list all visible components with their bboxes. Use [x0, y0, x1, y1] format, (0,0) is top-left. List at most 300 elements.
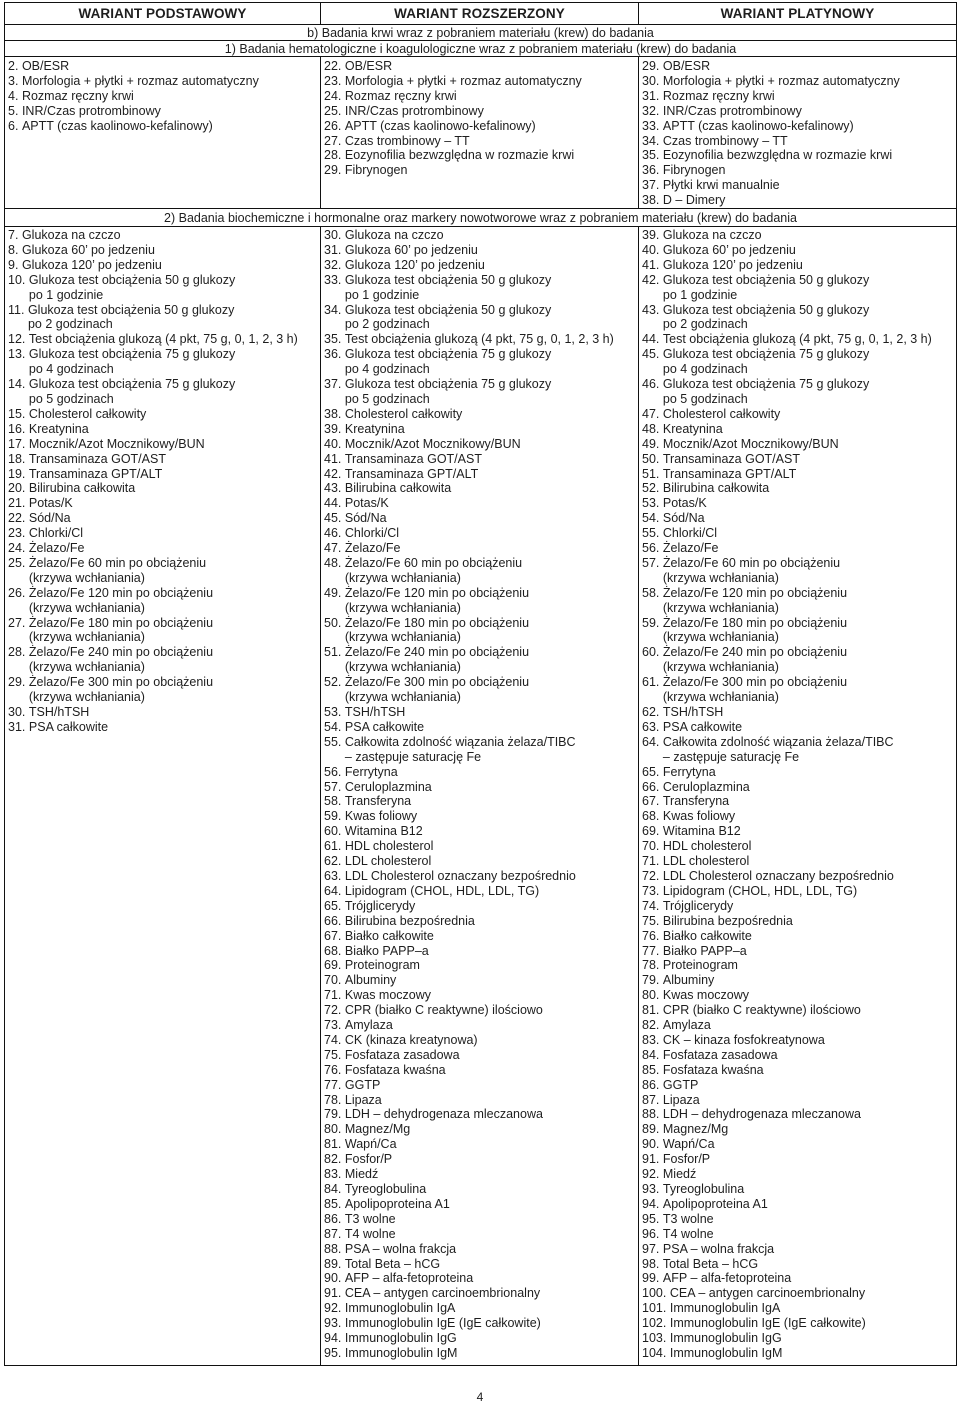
item-text-line: Immunoglobulin IgG	[344, 1331, 457, 1346]
item-number: 66.	[324, 913, 342, 928]
item-number: 35.	[642, 148, 660, 163]
item-text-line: TSH/hTSH	[28, 705, 90, 719]
item-text-line: TSH/hTSH	[344, 705, 406, 719]
item-text-line: Albuminy	[344, 973, 397, 988]
item-text-line: Rozmaz ręczny krwi	[21, 88, 134, 103]
item-text-line: (krzywa wchłaniania)	[28, 600, 145, 615]
list-item	[8, 645, 320, 675]
item-text	[663, 675, 847, 705]
item-number: 45.	[642, 347, 660, 362]
item-text	[670, 1316, 866, 1331]
item-text	[345, 228, 444, 243]
item-number: 81.	[642, 1003, 660, 1018]
list-item	[8, 74, 320, 89]
item-text-line: Immunoglobulin IgG	[669, 1331, 782, 1346]
list-item	[642, 1137, 956, 1152]
item-text-line: PSA – wolna frakcja	[662, 1241, 775, 1256]
item-text-line: Białko PAPP–a	[344, 943, 429, 958]
item-text-line: T3 wolne	[662, 1211, 714, 1226]
item-text-line: Transferyna	[662, 794, 730, 809]
list-item	[324, 1003, 638, 1018]
item-text	[663, 511, 705, 526]
item-text	[345, 705, 405, 720]
item-text-line: Całkowita zdolność wiązania żelaza/TIBC	[344, 734, 576, 749]
item-text-line: Glukoza test obciążenia 75 g glukozy	[662, 377, 870, 392]
item-text	[663, 347, 869, 377]
item-number: 72.	[642, 868, 660, 883]
item-text	[345, 914, 475, 929]
section1-heading: 1) Badania hematologiczne i koagulologiczne wraz z pobraniem materiału (krew) do badania	[5, 41, 956, 57]
list-item	[642, 958, 956, 973]
item-number: 54.	[642, 511, 660, 526]
item-text	[663, 839, 751, 854]
list-item	[642, 1078, 956, 1093]
item-number: 62.	[324, 854, 342, 869]
item-number: 90.	[642, 1137, 660, 1152]
item-number: 29.	[8, 675, 26, 690]
list-item	[324, 1137, 638, 1152]
list-item	[324, 496, 638, 511]
section1-row	[5, 57, 956, 209]
list-item	[642, 735, 956, 765]
item-text-line: Cholesterol całkowity	[28, 406, 147, 421]
item-text-line: HDL cholesterol	[662, 839, 752, 854]
header-wariant-podstawowy: WARIANT PODSTAWOWY	[5, 3, 321, 24]
list-item	[324, 89, 638, 104]
item-text-line: – zastępuje saturację Fe	[662, 749, 800, 764]
item-text-line: OB/ESR	[344, 59, 393, 73]
item-number: 59.	[324, 809, 342, 824]
list-item	[642, 973, 956, 988]
list-item	[324, 899, 638, 914]
item-text-line: Bilirubina bezpośrednia	[344, 913, 475, 928]
item-number: 36.	[642, 163, 660, 178]
item-text-line: Glukoza test obciążenia 50 g glukozy	[28, 272, 236, 287]
item-number: 87.	[324, 1226, 342, 1241]
item-number: 71.	[324, 988, 342, 1003]
list-item	[642, 541, 956, 556]
list-item	[324, 467, 638, 482]
blood-tests-heading: b) Badania krwi wraz z pobraniem materiału (krew) do badania	[5, 25, 956, 41]
list-item	[324, 645, 638, 675]
item-text-line: Apolipoproteina A1	[662, 1196, 768, 1211]
item-number: 40.	[324, 436, 342, 451]
item-number: 94.	[642, 1196, 660, 1211]
list-item	[642, 1018, 956, 1033]
item-number: 3.	[8, 73, 19, 88]
item-text-line: APTT (czas kaolinowo-kefalinowy)	[344, 118, 536, 133]
item-text-line: LDL Cholesterol oznaczany bezpośrednio	[344, 868, 576, 883]
list-item	[324, 1182, 638, 1197]
item-text-line: Fibrynogen	[662, 163, 726, 178]
item-text-line: Immunoglobulin IgA	[669, 1301, 781, 1316]
item-number: 42.	[642, 272, 660, 287]
item-text	[345, 59, 392, 74]
list-item	[324, 541, 638, 556]
item-number: 14.	[8, 377, 26, 392]
item-text-line: Magnez/Mg	[662, 1122, 729, 1137]
item-text-line: Test obciążenia glukozą (4 pkt, 75 g, 0, 1, 2, 3 h)	[662, 332, 932, 347]
item-text-line: Żelazo/Fe 120 min po obciążeniu	[344, 585, 530, 600]
item-text	[663, 586, 847, 616]
item-number: 96.	[642, 1226, 660, 1241]
item-text-line: po 1 godzinie	[662, 287, 738, 302]
list-item	[642, 1033, 956, 1048]
item-text-line: Immunoglobulin IgM	[344, 1345, 458, 1360]
item-text	[663, 765, 716, 780]
item-text	[663, 1212, 714, 1227]
item-text-line: – zastępuje saturację Fe	[344, 749, 482, 764]
item-number: 52.	[324, 675, 342, 690]
item-text	[345, 884, 539, 899]
item-number: 33.	[642, 118, 660, 133]
item-text-line: Glukoza na czczo	[662, 228, 762, 242]
item-text-line: (krzywa wchłaniania)	[344, 630, 461, 645]
list-item	[642, 1167, 956, 1182]
item-text-line: po 4 godzinach	[662, 362, 748, 377]
item-number: 65.	[642, 764, 660, 779]
item-number: 56.	[642, 541, 660, 556]
item-number: 63.	[324, 868, 342, 883]
item-number: 76.	[324, 1062, 342, 1077]
item-text	[345, 645, 529, 675]
list-item	[642, 1107, 956, 1122]
item-number: 7.	[8, 228, 19, 242]
item-number: 95.	[324, 1345, 342, 1360]
list-item	[642, 377, 956, 407]
item-text	[345, 452, 482, 467]
item-text	[22, 104, 161, 119]
item-number: 93.	[324, 1316, 342, 1331]
item-text-line: Czas trombinowy – TT	[344, 133, 470, 148]
list-item	[642, 1271, 956, 1286]
item-text	[345, 243, 478, 258]
item-number: 55.	[324, 734, 342, 749]
item-text	[345, 1197, 450, 1212]
list-item	[642, 178, 956, 193]
item-number: 32.	[324, 257, 342, 272]
item-text-line: Lipaza	[662, 1092, 700, 1107]
item-text-line: Glukoza na czczo	[344, 228, 444, 242]
item-number: 46.	[324, 526, 342, 541]
item-text	[663, 1093, 700, 1108]
item-text-line: Magnez/Mg	[344, 1122, 411, 1137]
item-text	[663, 735, 894, 765]
item-text	[345, 1048, 460, 1063]
item-text-line: Glukoza test obciążenia 50 g glukozy	[344, 272, 552, 287]
item-text-line: Żelazo/Fe 240 min po obciążeniu	[28, 645, 214, 660]
item-text-line: LDH – dehydrogenaza mleczanowa	[662, 1107, 861, 1122]
item-text	[345, 303, 551, 333]
item-text	[663, 481, 769, 496]
list-item	[324, 1197, 638, 1212]
item-text	[345, 958, 420, 973]
item-text	[663, 526, 717, 541]
list-item	[642, 616, 956, 646]
item-text-line: Trójglicerydy	[344, 898, 416, 913]
list-item	[642, 884, 956, 899]
list-item	[324, 347, 638, 377]
section1-rozszerzony-list	[321, 57, 639, 208]
item-number: 53.	[324, 705, 342, 719]
list-item	[324, 273, 638, 303]
item-text-line: Transaminaza GPT/ALT	[28, 466, 163, 481]
item-text	[663, 1003, 861, 1018]
item-number: 2.	[8, 59, 19, 73]
item-number: 38.	[324, 406, 342, 421]
item-text-line: Immunoglobulin IgA	[344, 1301, 456, 1316]
item-text-line: Ceruloplazmina	[662, 779, 750, 794]
item-number: 59.	[642, 615, 660, 630]
item-text	[663, 616, 847, 646]
list-item	[642, 228, 956, 243]
item-text	[29, 511, 71, 526]
item-text	[345, 809, 417, 824]
item-text	[345, 899, 415, 914]
item-text	[663, 452, 800, 467]
item-number: 90.	[324, 1271, 342, 1286]
section1-podstawowy-list	[5, 57, 321, 208]
item-text	[663, 134, 788, 149]
item-text	[29, 452, 166, 467]
item-text	[663, 929, 752, 944]
list-item	[324, 1107, 638, 1122]
item-text	[29, 586, 213, 616]
list-item	[642, 929, 956, 944]
item-number: 64.	[324, 883, 342, 898]
item-text-line: Transaminaza GOT/AST	[344, 451, 482, 466]
list-item	[642, 1093, 956, 1108]
list-item	[324, 511, 638, 526]
item-text-line: Wapń/Ca	[662, 1137, 715, 1152]
item-text-line: Chlorki/Cl	[28, 526, 84, 541]
item-number: 24.	[8, 541, 26, 556]
list-item	[642, 914, 956, 929]
list-item	[324, 1227, 638, 1242]
item-text	[29, 705, 89, 720]
section1-platynowy-list	[639, 57, 956, 208]
list-item	[642, 1048, 956, 1063]
item-number: 28.	[324, 148, 342, 163]
item-text	[663, 1048, 778, 1063]
item-number: 44.	[642, 332, 660, 347]
item-number: 93.	[642, 1182, 660, 1196]
item-number: 34.	[324, 302, 342, 317]
item-number: 91.	[642, 1152, 660, 1167]
item-number: 43.	[324, 481, 342, 496]
item-text	[345, 1122, 410, 1137]
item-number: 92.	[642, 1167, 660, 1182]
item-number: 49.	[324, 585, 342, 600]
item-text	[29, 407, 146, 422]
item-text	[345, 1212, 396, 1227]
item-number: 39.	[642, 228, 660, 242]
variants-table	[4, 2, 957, 1366]
item-number: 30.	[642, 73, 660, 88]
item-text	[345, 481, 451, 496]
list-item	[8, 556, 320, 586]
item-number: 32.	[642, 103, 660, 118]
list-item	[8, 119, 320, 134]
item-number: 75.	[324, 1047, 342, 1062]
item-number: 31.	[642, 88, 660, 103]
item-number: 39.	[324, 421, 342, 436]
section2-heading: 2) Badania biochemiczne i hormonalne oraz markery nowotworowe wraz z pobraniem materiału (krew) do badania	[5, 209, 956, 227]
item-number: 62.	[642, 705, 660, 719]
item-text	[663, 944, 747, 959]
list-item	[324, 1093, 638, 1108]
list-item	[324, 1167, 638, 1182]
list-item	[642, 148, 956, 163]
list-item	[324, 303, 638, 333]
list-item	[324, 780, 638, 795]
item-number: 60.	[324, 824, 342, 839]
item-number: 68.	[642, 809, 660, 824]
item-text	[663, 1018, 711, 1033]
item-number: 13.	[8, 347, 26, 362]
item-text-line: Czas trombinowy – TT	[662, 133, 788, 148]
item-number: 48.	[642, 421, 660, 436]
item-number: 43.	[642, 302, 660, 317]
item-text-line: Mocznik/Azot Mocznikowy/BUN	[28, 436, 205, 451]
list-item	[324, 988, 638, 1003]
item-text	[670, 1346, 783, 1361]
item-number: 8.	[8, 242, 19, 257]
item-number: 41.	[324, 451, 342, 466]
list-item	[324, 1152, 638, 1167]
list-item	[642, 511, 956, 526]
list-item	[324, 854, 638, 869]
item-text-line: Białko PAPP–a	[662, 943, 747, 958]
list-item	[324, 839, 638, 854]
item-number: 25.	[8, 555, 26, 570]
item-number: 58.	[642, 585, 660, 600]
item-text	[345, 74, 582, 89]
item-text-line: Potas/K	[662, 496, 707, 511]
item-text	[345, 794, 411, 809]
item-text-line: Żelazo/Fe 180 min po obciążeniu	[662, 615, 848, 630]
item-number: 22.	[324, 59, 342, 73]
item-number: 23.	[8, 526, 26, 541]
item-number: 95.	[642, 1211, 660, 1226]
item-number: 30.	[324, 228, 342, 242]
item-number: 67.	[324, 928, 342, 943]
item-number: 29.	[642, 59, 660, 73]
list-item	[642, 332, 956, 347]
list-item	[8, 586, 320, 616]
list-item	[324, 1063, 638, 1078]
item-text-line: Całkowita zdolność wiązania żelaza/TIBC	[662, 734, 894, 749]
item-text-line: Morfologia + płytki + rozmaz automatyczny	[344, 73, 582, 88]
item-number: 84.	[324, 1182, 342, 1196]
item-text-line: Proteinogram	[344, 958, 420, 973]
item-text-line: PSA całkowite	[662, 719, 743, 734]
item-text	[663, 794, 729, 809]
item-text-line: OB/ESR	[662, 59, 711, 73]
item-text-line: (krzywa wchłaniania)	[28, 570, 145, 585]
item-text-line: (krzywa wchłaniania)	[344, 690, 461, 705]
item-text-line: Cholesterol całkowity	[344, 406, 463, 421]
list-item	[8, 104, 320, 119]
item-text	[29, 467, 162, 482]
item-number: 81.	[324, 1137, 342, 1152]
item-text-line: Fosfataza zasadowa	[344, 1047, 460, 1062]
item-text-line: Glukoza test obciążenia 75 g glukozy	[662, 347, 870, 362]
list-item	[8, 407, 320, 422]
item-text	[663, 407, 780, 422]
list-item	[642, 1316, 956, 1331]
item-text-line: Białko całkowite	[344, 928, 434, 943]
item-text-line: TSH/hTSH	[662, 705, 724, 719]
item-text	[663, 645, 847, 675]
list-item	[324, 720, 638, 735]
item-number: 27.	[324, 133, 342, 148]
item-text-line: Immunoglobulin IgE (IgE całkowite)	[669, 1316, 866, 1331]
item-text-line: Albuminy	[662, 973, 715, 988]
item-number: 103.	[642, 1331, 667, 1346]
list-item	[8, 89, 320, 104]
item-number: 79.	[324, 1107, 342, 1122]
item-text	[663, 467, 796, 482]
list-item	[642, 1197, 956, 1212]
item-text-line: po 4 godzinach	[28, 362, 114, 377]
item-number: 54.	[324, 719, 342, 734]
item-number: 60.	[642, 645, 660, 660]
item-text	[663, 89, 775, 104]
item-text-line: Miedź	[344, 1167, 379, 1182]
item-text-line: Trójglicerydy	[662, 898, 734, 913]
item-text-line: Transaminaza GOT/AST	[28, 451, 166, 466]
item-text-line: Sód/Na	[28, 511, 71, 526]
item-text	[663, 273, 869, 303]
item-number: 85.	[324, 1196, 342, 1211]
item-text	[663, 193, 726, 208]
list-item	[642, 586, 956, 616]
item-text-line: Morfologia + płytki + rozmaz automatyczny	[21, 73, 259, 88]
list-item	[642, 1182, 956, 1197]
item-text	[345, 1346, 458, 1361]
list-item	[642, 1003, 956, 1018]
list-item	[642, 134, 956, 149]
item-text	[345, 720, 424, 735]
item-number: 75.	[642, 913, 660, 928]
item-number: 16.	[8, 421, 26, 436]
list-item	[642, 675, 956, 705]
item-text-line: Kwas foliowy	[344, 809, 418, 824]
item-text	[29, 556, 206, 586]
item-text	[663, 163, 726, 178]
list-item	[642, 59, 956, 74]
item-number: 24.	[324, 88, 342, 103]
item-text	[663, 1227, 714, 1242]
item-text-line: Sód/Na	[662, 511, 705, 526]
item-text	[663, 556, 840, 586]
list-item	[324, 735, 638, 765]
item-number: 30.	[8, 705, 26, 719]
item-text	[663, 973, 714, 988]
item-number: 83.	[642, 1032, 660, 1047]
item-text	[345, 1257, 440, 1272]
item-text-line: Fosfataza kwaśna	[344, 1062, 446, 1077]
item-number: 47.	[642, 406, 660, 421]
item-text	[345, 1018, 393, 1033]
item-text	[29, 526, 83, 541]
list-item	[642, 720, 956, 735]
item-text	[345, 1301, 455, 1316]
item-number: 63.	[642, 719, 660, 734]
item-text	[29, 437, 205, 452]
item-text-line: (krzywa wchłaniania)	[662, 660, 779, 675]
